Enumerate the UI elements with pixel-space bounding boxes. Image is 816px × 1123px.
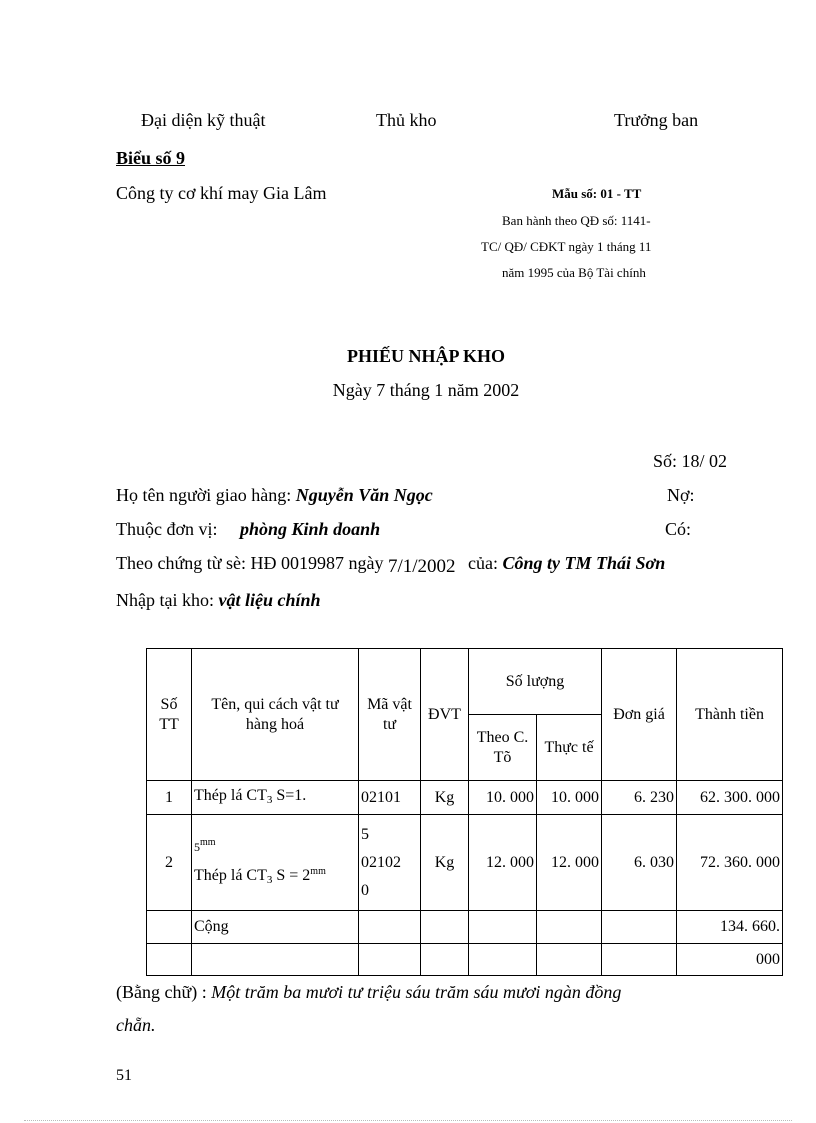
row-1-name: [192, 781, 359, 815]
row-1-name-sub: 3: [266, 793, 273, 806]
row-2-name-sup: mm: [310, 865, 326, 877]
row-1-code: 02101: [359, 781, 421, 815]
header-amount: Thành tiền: [677, 649, 783, 781]
header-code: Mã vật tư: [359, 649, 421, 781]
row-2-price: 6. 030: [602, 815, 677, 911]
total-amount-line1: 134. 660.: [677, 911, 783, 944]
row-1-name-prefix: Thép lá CT: [194, 786, 267, 804]
row-2-name-sub: 3: [266, 873, 273, 886]
form-code-line2: TC/ QĐ/ CĐKT ngày 1 tháng 11: [481, 239, 652, 254]
document-date: Ngày 7 tháng 1 năm 2002: [332, 380, 520, 400]
voucher-date: 7/1/2002: [387, 556, 456, 577]
header-qty-actual: Thực tế: [537, 715, 602, 781]
row-2-code-top: 5: [361, 825, 369, 843]
unit-value: phòng Kinh doanh: [240, 519, 381, 539]
signature-head: Trưởng ban: [614, 110, 699, 130]
row-1-amount: 62. 300. 000: [677, 781, 783, 815]
header-unit: ĐVT: [421, 649, 469, 781]
in-words-value: Một trăm ba mươi tư triệu sáu trăm sáu mươi ngàn đồng: [211, 982, 622, 1002]
table-total-cont-row: [147, 944, 783, 976]
table-row: [147, 781, 783, 815]
page-number: 51: [116, 1067, 132, 1084]
total-label: Cộng: [192, 911, 359, 944]
header-qty-doc: Theo C. Tõ: [469, 715, 537, 781]
voucher-of-value: Công ty TM Thái Sơn: [502, 553, 666, 573]
row-2-qty-doc: 12. 000: [469, 815, 537, 911]
row-2-code-main: 02102: [361, 853, 401, 871]
page-title: PHIẾU NHẬP KHO: [346, 346, 505, 366]
row-1-qty-doc: 10. 000: [469, 781, 537, 815]
table-header-row: [147, 649, 783, 715]
warehouse-value: vật liệu chính: [218, 590, 321, 610]
row-2-name-prefix: Thép lá CT: [194, 866, 267, 884]
credit-label: Có:: [665, 519, 692, 539]
row-2-unit: Kg: [421, 815, 469, 911]
row-2-name-top-sup: mm: [200, 836, 216, 848]
warehouse-label: Nhập tại kho:: [116, 590, 214, 610]
row-2-name-suffix: S = 2: [272, 866, 311, 884]
row-2-amount: 72. 360. 000: [677, 815, 783, 911]
page-divider: [24, 1120, 792, 1121]
form-code-line3: năm 1995 của Bộ Tài chính: [502, 265, 646, 280]
form-code: Mẫu số: 01 - TT: [552, 186, 642, 201]
form-code-line1: Ban hành theo QĐ số: 1141-: [502, 213, 651, 228]
row-2-code-bottom: 0: [361, 881, 369, 899]
row-2-name: [192, 815, 359, 911]
goods-receipt-table: [146, 648, 783, 976]
total-amount-line2: 000: [677, 944, 783, 976]
warehouse-line: [116, 590, 321, 611]
unit-label: Thuộc đơn vị:: [116, 519, 218, 539]
row-1-name-suffix: S=1.: [272, 786, 307, 804]
signature-storekeeper: Thủ kho: [376, 110, 437, 130]
deliverer-label: Họ tên người giao hàng:: [116, 485, 292, 505]
header-name: Tên, qui cách vật tư hàng hoá: [192, 649, 359, 781]
row-2-code: [359, 815, 421, 911]
in-words-line: [116, 982, 621, 1003]
unit-line: [116, 519, 380, 540]
row-2-name-top: 5: [194, 839, 200, 854]
row-1-stt: 1: [147, 781, 192, 815]
in-words-label: (Bằng chữ) :: [116, 982, 207, 1002]
header-price: Đơn giá: [602, 649, 677, 781]
row-1-price: 6. 230: [602, 781, 677, 815]
signature-tech-rep: Đại diện kỹ thuật: [141, 110, 266, 130]
table-row: [147, 815, 783, 911]
deliverer-line: [116, 485, 433, 506]
company-name: Công ty cơ khí may Gia Lâm: [116, 183, 327, 203]
deliverer-value: Nguyễn Văn Ngọc: [295, 485, 433, 505]
table-total-row: [147, 911, 783, 944]
header-stt: Số TT: [147, 649, 192, 781]
voucher-label: Theo chứng từ sè: HĐ 0019987 ngày: [116, 553, 384, 573]
form-label: Biểu số 9: [116, 148, 186, 168]
row-1-unit: Kg: [421, 781, 469, 815]
row-2-stt: 2: [147, 815, 192, 911]
debit-label: Nợ:: [667, 485, 695, 505]
row-1-qty-actual: 10. 000: [537, 781, 602, 815]
in-words-cont: chẵn.: [116, 1015, 156, 1035]
row-2-qty-actual: 12. 000: [537, 815, 602, 911]
header-qty: Số lượng: [469, 649, 602, 715]
voucher-line: [116, 553, 665, 575]
voucher-of-label: của:: [468, 553, 499, 573]
document-number: Số: 18/ 02: [653, 451, 728, 471]
